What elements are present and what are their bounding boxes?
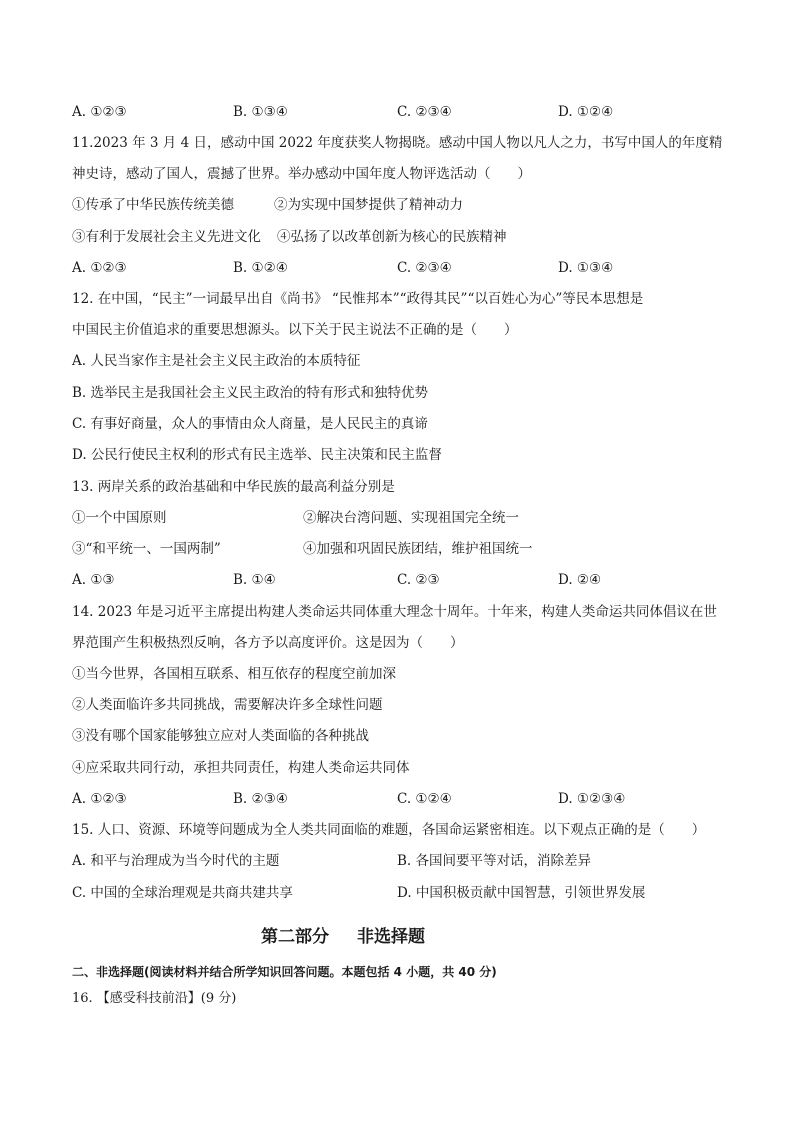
q11-stem-line2: 神史诗，感动了国人，震撼了世界。举办感动中国年度人物评选活动（ ） bbox=[72, 166, 531, 182]
part2-title bbox=[0, 926, 686, 948]
q12-option-d: D. 公民行使民主权利的形式有民主选举、民主决策和民主监督 bbox=[72, 447, 442, 463]
q13-item-4: ④加强和巩固民族团结，维护祖国统一 bbox=[303, 541, 533, 557]
part2-title-part: 第二部分 bbox=[261, 927, 329, 947]
q12-stem-line1: 12. 在中国，“民主”一词最早出自《尚书》 “民惟邦本”“政得其民”“以百姓心为心”等民本思想是 bbox=[72, 291, 644, 307]
q14-item-4: ④应采取共同行动，承担共同责任，构建人类命运共同体 bbox=[72, 760, 410, 776]
q15-stem: 15. 人口、资源、环境等问题成为全人类共同面临的难题，各国命运紧密相连。以下观点正确的是（ ） bbox=[72, 822, 706, 838]
part2-title-type: 非选择题 bbox=[357, 927, 425, 947]
q13-option-d: D. ②④ bbox=[558, 572, 602, 588]
q11-option-b: B. ①②④ bbox=[233, 260, 288, 276]
q14-option-c: C. ①②④ bbox=[397, 791, 452, 807]
q14-option-a: A. ①②③ bbox=[72, 791, 127, 807]
q12-stem-line2: 中国民主价值追求的重要思想源头。以下关于民主说法不正确的是（ ） bbox=[72, 322, 518, 338]
q10-option-b: B. ①③④ bbox=[233, 104, 288, 120]
q11-stem-line1: 11.2023 年 3 月 4 日，感动中国 2022 年度获奖人物揭晓。感动中国人物以凡人之力，书写中国人的年度精 bbox=[72, 135, 723, 151]
q15-option-b: B. 各国间要平等对话，消除差异 bbox=[397, 853, 592, 869]
q14-option-b: B. ②③④ bbox=[233, 791, 288, 807]
q14-item-2: ②人类面临许多共同挑战，需要解决许多全球性问题 bbox=[72, 697, 383, 713]
q14-item-3: ③没有哪个国家能够独立应对人类面临的各种挑战 bbox=[72, 728, 369, 744]
q11-item-3: ③有利于发展社会主义先进文化 bbox=[72, 229, 261, 245]
q10-option-d: D. ①②④ bbox=[558, 104, 614, 120]
q12-option-a: A. 人民当家作主是社会主义民主政治的本质特征 bbox=[72, 353, 361, 369]
q13-option-c: C. ②③ bbox=[397, 572, 440, 588]
q11-option-d: D. ①③④ bbox=[558, 260, 614, 276]
q10-option-c: C. ②③④ bbox=[397, 104, 452, 120]
q16-heading: 16. 【感受科技前沿】(9 分) bbox=[72, 991, 237, 1006]
q15-option-d: D. 中国积极贡献中国智慧，引领世界发展 bbox=[397, 885, 646, 901]
q11-item-2: ②为实现中国梦提供了精神动力 bbox=[274, 197, 463, 213]
q14-stem-line1: 14. 2023 年是习近平主席提出构建人类命运共同体重大理念十周年。十年来，构建人类命运共同体倡议在世 bbox=[72, 604, 717, 620]
q13-option-a: A. ①③ bbox=[72, 572, 115, 588]
part2-instruction: 二、非选择题(阅读材料并结合所学知识回答问题。本题包括 4 小题，共 40 分) bbox=[72, 965, 497, 979]
q10-option-a: A. ①②③ bbox=[72, 104, 127, 120]
q14-item-1: ①当今世界，各国相互联系、相互依存的程度空前加深 bbox=[72, 666, 396, 682]
q15-option-c: C. 中国的全球治理观是共商共建共享 bbox=[72, 885, 293, 901]
q11-option-a: A. ①②③ bbox=[72, 260, 127, 276]
q13-item-3: ③“和平统一、一国两制” bbox=[72, 541, 221, 557]
q14-stem-line2: 界范围产生积极热烈反响，各方予以高度评价。这是因为（ ） bbox=[72, 635, 464, 651]
q11-item-1: ①传承了中华民族传统美德 bbox=[72, 197, 234, 213]
q15-option-a: A. 和平与治理成为当今时代的主题 bbox=[72, 853, 280, 869]
q14-option-d: D. ①②③④ bbox=[558, 791, 626, 807]
q11-option-c: C. ②③④ bbox=[397, 260, 452, 276]
q13-stem: 13. 两岸关系的政治基础和中华民族的最高利益分别是 bbox=[72, 479, 395, 495]
q13-item-2: ②解决台湾问题、实现祖国完全统一 bbox=[303, 510, 519, 526]
q13-option-b: B. ①④ bbox=[233, 572, 276, 588]
q13-item-1: ①一个中国原则 bbox=[72, 510, 167, 526]
q12-option-c: C. 有事好商量，众人的事情由众人商量，是人民民主的真谛 bbox=[72, 416, 428, 432]
q12-option-b: B. 选举民主是我国社会主义民主政治的特有形式和独特优势 bbox=[72, 385, 429, 401]
q11-item-4: ④弘扬了以改革创新为核心的民族精神 bbox=[277, 229, 507, 245]
